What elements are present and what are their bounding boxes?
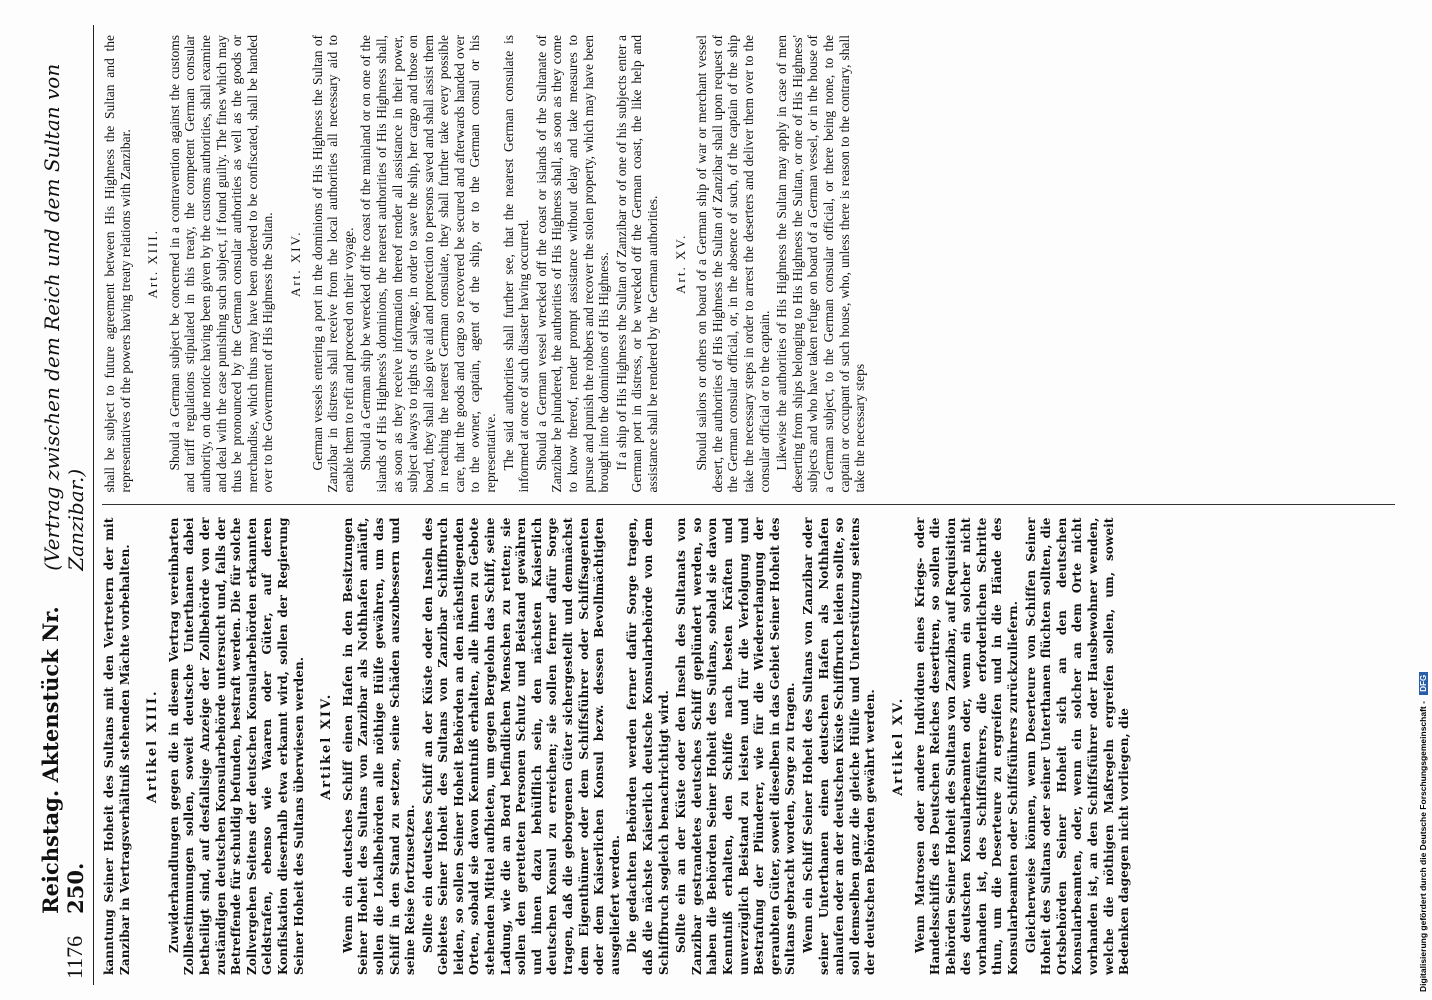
page-header <box>38 25 94 985</box>
german-art15-paragraph-1: Wenn Matrosen oder andere Individuen eines Kriegs- oder Handelsschiffs des Deutschen Reiches desertiren, so sollen die Behörden Seiner Hoheit des Sultans von Zanzibar, auf Requisition des deutschen Konsularbeamten oder, wenn ein solcher nicht vorhanden ist, des Schiffsführers, die erforderlichen Schritte thun, um die Deserteure zu ergreifen und in die Hände des Konsularbeamten oder Schiffsführers zurückzuliefern. <box>912 517 1021 975</box>
dfg-logo: DFG <box>1419 672 1428 695</box>
running-title: Reichstag. Aktenstück Nr. 250. <box>38 606 88 914</box>
german-art13-paragraph: Zuwiderhandlungen gegen die in diesem Vertrag vereinbarten Zollbestimmungen sollen, soweit deutsche Unterthanen dabei betheiligt sind, auf desfallsige Anzeige der Zollbehörde von der zuständigen deutschen Konsularbehörde untersucht und, falls der Betreffende für schuldig befunden, bestraft werden. Die für solche Zollvergehen Seitens der deutschen Konsularbehörden erkannten Geldstrafen, ebenso wie Waaren oder Güter, auf deren Konfiskation dieserhalb etwa erkannt wird, sollen der Regierung Seiner Hoheit des Sultans überwiesen werden. <box>166 517 306 975</box>
german-art14-paragraph-3: Die gedachten Behörden werden ferner dafür Sorge tragen, daß die nächste Kaiserlich deutsche Konsularbehörde von dem Schiffbruch sogleich benachrichtigt wird. <box>625 517 671 975</box>
german-art14-paragraph-4: Sollte ein an der Küste oder den Inseln des Sultanats von Zanzibar gestrandetes deutsches Schiff geplündert werden, so haben die Behörden Seiner Hoheit des Sultans, sobald sie davon Kenntniß erhalten, den Schiffe nach besten Kräften und unverzüglich Beistand zu leisten und für die Verfolgung und Bestrafung der Plünderer, wie für die Wiedererlangung der geraubten Güter, soweit dieselben in das Gebiet Seiner Hoheit des Sultans gebracht worden, Sorge zu tragen. <box>674 517 798 975</box>
german-intro: kanntung Seiner Hoheit des Sultans mit den Vertretern der mit Zanzibar in Vertragsverhältniß stehenden Mächte vorbehalten. <box>102 517 132 975</box>
english-art14-paragraph-3: The said authorities shall further see, that the nearest German consulate is informed at once of such disaster having occurred. <box>500 35 532 493</box>
english-art15-paragraph-2: Likewise the authorities of His Highness the Sultan may apply in case of men deserting from ships belonging to His Highness the Sultan, or one of His Highness' subjects and who have taken refuge on board of a German vessel, or in the house of a German subject, to the German consular official, or there being none, to the captain or occupant of such house, who, unless there is reason to the contrary, shall take the necessary steps <box>774 35 868 493</box>
english-art14-paragraph-4: Should a German vessel wrecked off the coast or islands of the Sultanate of Zanzibar be plundered, the authorities of His Highness shall, as soon as they come to know thereof, render prompt assistance without delay and take measures to pursue and punish the robbers and recover the stolen property, which may have been brought into the dominions of His Highness. <box>533 35 612 493</box>
page-number: 1176 <box>62 935 87 979</box>
english-art14-paragraph-2: Should a German ship be wrecked off the coast of the mainland or on one of the islands of His Highness's dominions, the nearest authorities of His Highness shall, as soon as they receive information thereof render all assistance in their power, subject always to rights of salvage, in order to save the ship, her cargo and those on board, they shall also give aid and protection to persons saved and shall assist them in reaching the nearest German consulate, they shall further take every possible care, that the goods and cargo so recovered be secured and afterwards handed over to the owner, captain, agent of the ship, or to the German consul or his representative. <box>358 35 499 493</box>
two-column-body <box>102 25 1395 985</box>
english-art13-heading: Art. XIII. <box>145 229 161 299</box>
digitization-credit <box>1418 672 1428 992</box>
english-intro: shall be subject to future agreement between His Highness the Sultan and the representatives of the powers having treaty relations with Zanzibar. <box>102 35 133 493</box>
german-column <box>102 508 1395 986</box>
german-art15-paragraph-2: Gleicherweise können, wenn Deserteure von Schiffen Seiner Hoheit des Sultans oder seiner Unterthanen flüchten sollten, die Ortsbehörden Seiner Hoheit sich an den deutschen Konsularbeamten, oder, wenn ein solcher an dem Orte nicht vorhanden ist, an den Schiffsführer oder Hausbewohner wenden, welche die nöthigen Maßregeln ergreifen sollen, um, soweit Bedenken dagegen nicht vorliegen, die <box>1023 517 1132 975</box>
column-separator <box>102 505 1395 506</box>
english-art14-paragraph-1: German vessels entering a port in the dominions of His Highness the Sultan of Zanzibar in distress shall receive from the local authorities all necessary aid to enable them to refit and proceed on their voyage. <box>309 35 356 493</box>
treaty-title: (Vertrag zwischen dem Reich und dem Sultan von Zanzibar.) <box>40 63 88 571</box>
digitization-note: Digitalisierung gefördert durch die Deutsche Forschungsgemeinschaft - <box>1418 701 1428 992</box>
german-art14-paragraph-1: Wenn ein deutsches Schiff einen Hafen in den Besitzungen Seiner Hoheit des Sultans von Zanzibar als Nothhafen anläuft, sollen die Lokalbehörden alle nöthige Hülfe gewähren, um das Schiff in den Stand zu setzen, seine Schäden auszubessern und seine Reise fortzusetzen. <box>340 517 418 975</box>
german-art14-paragraph-2: Sollte ein deutsches Schiff an der Küste oder den Inseln des Gebietes Seiner Hoheit des Sultans von Zanzibar Schiffbruch leiden, so sollen Seiner Hoheit Behörden an den nächstliegenden Orten, sobald sie davon Kenntniß erhalten, alle ihnen zu Gebote stehenden Mittel aufbieten, um gegen Bergelohn das Schiff, seine Ladung, wie die an Bord befindlichen Menschen zu retten; sie sollen den geretteten Personen Schutz und Beistand gewähren und ihnen dazu behülflich sein, den nächsten Kaiserlich deutschen Konsul zu erreichen; sie sollen ferner dafür Sorge tragen, daß die geborgenen Güter sichergestellt und demnächst dem Eigenthümer oder dem Schiffsführer oder Schiffsagenten oder dem Kaiserlichen Konsul bezw. dessen Bevollmächtigten ausgeliefert werden. <box>420 517 622 975</box>
rotated-page-content <box>38 25 1395 985</box>
english-art14-paragraph-5: If a ship of His Highness the Sultan of Zanzibar or of one of his subjects enter a German port in distress, or be wrecked off the German coast, the like help and assistance shall be rendered by the German authorities. <box>613 35 660 493</box>
german-art14-heading: Artikel XIV. <box>319 692 335 800</box>
english-art15-heading: Art. XV. <box>672 233 688 294</box>
german-art13-heading: Artikel XIII. <box>145 689 161 803</box>
english-column <box>102 25 1395 503</box>
english-art15-paragraph-1: Should sailors or others on board of a German ship of war or merchant vessel desert, the authorities of His Highness the Sultan of Zanzibar shall upon request of the German consular official, or, in the absence of such, of the captain of the ship take the necessary steps in order to arrest the deserters and deliver them over to the consular official or to the captain. <box>694 35 772 493</box>
german-art15-heading: Artikel XV. <box>890 696 906 796</box>
english-art13-paragraph: Should a German subject be concerned in a contravention against the customs and tariff regulations stipulated in this treaty, the competent German consular authority, on due notice having been given by the customs authorities, shall examine and deal with the case punishing such subject, if found guilty. The fines which may thus be pronounced by the German consular authorities as well as the goods or merchandise, which thus may have been ordered to be confiscated, shall be handed over to the Government of His Highness the Sultan. <box>166 35 276 493</box>
german-art14-paragraph-5: Wenn ein Schiff Seiner Hoheit des Sultans von Zanzibar oder seiner Unterthanen einen deutschen Hafen als Nothhafen anlaufen oder an der deutschen Küste Schiffbruch leiden sollte, so soll demselben ganz die gleiche Hülfe und Unterstützung seitens der deutschen Behörden gewährt werden. <box>800 517 878 975</box>
english-art14-heading: Art. XIV. <box>287 230 303 298</box>
